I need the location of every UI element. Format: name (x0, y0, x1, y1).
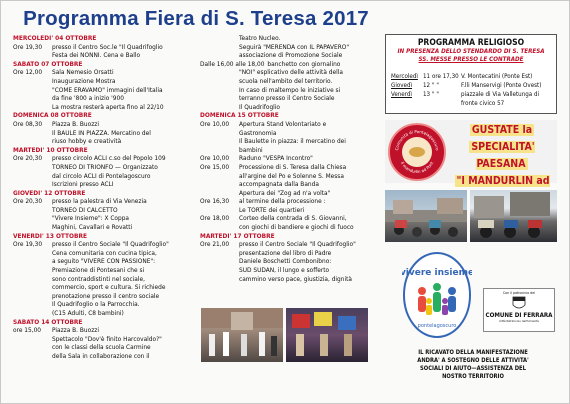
entry-continuation: Festa dei NONNI. Cena e Ballo (52, 51, 141, 60)
entry-description: banchetto con giornalino (267, 59, 341, 68)
entry-continuation: TORNEO DI TRIONFO — Organizzato (52, 162, 158, 171)
entry-time: Ore 19,30 (13, 240, 43, 249)
schedule-date: VENERDI' 13 OTTOBRE (13, 231, 87, 240)
entry-time: Ore 20,30 (13, 197, 43, 206)
entry-description: al termine della processione : (239, 197, 326, 206)
entry-continuation: Apertura dei "Zog ad n'a volta" (239, 188, 331, 197)
entry-continuation: Il BAULE IN PIAZZA. Mercatino del (52, 128, 151, 137)
entry-description: presso la palestra di Via Venezia (52, 197, 147, 206)
svg-text:Il mandurlin ad Pont (400, 160, 435, 174)
entry-continuation: a seguito "VIVERE CON PASSIONE": (52, 257, 156, 266)
entry-continuation: con giochi di bandiere e giochi di fuoco (239, 223, 354, 232)
entry-continuation: Daniele Boschetti Combonibno: (239, 257, 332, 266)
schedule-entry (200, 163, 380, 172)
entry-continuation: TORNEO DI CALCETTO (52, 205, 118, 214)
entry-description: presso il Centro Soc.le "Il Quadrifoglio (52, 42, 163, 51)
entry-continuation: Seguirà "MERENDA con IL PAPAVERO" (239, 42, 350, 51)
entry-continuation: riuso hobby e creatività (52, 137, 122, 146)
entry-time: Ore 18,00 (200, 214, 230, 223)
schedule-date: MARTEDI' 10 OTTOBRE (13, 145, 88, 154)
religious-program-subtitle-2: SS. MESSE PRESSO LE CONTRADE (418, 55, 524, 63)
left-schedule-column (13, 34, 201, 361)
entry-description: Sala Nemesio Orsatti (52, 68, 114, 77)
entry-continuation: scuola nell'ambito del territorio. (239, 76, 333, 85)
comune-name: COMUNE DI FERRARA (485, 312, 553, 319)
flag-parade-photo (286, 308, 368, 362)
entry-time: Ore 08,30 (13, 119, 43, 128)
proceeds-note: IL RICAVATO DELLA MANIFESTAZIONE ANDRA' A SOSTEGNO DELLE ATTIVITA' SOCIALI DI AIUTO—ASSISTENZA DEL NOSTRO TERRITORIO (417, 350, 529, 380)
seal-bottom-text: Il mandurlin ad Pont (399, 160, 435, 175)
schedule-entry (200, 60, 380, 69)
entry-continuation: Premiazione di Pontesani che si (52, 266, 145, 275)
schedule-date: MERCOLEDI' 04 OTTOBRE (13, 34, 97, 42)
entry-continuation: sono contraddistinti nel sociale, (52, 274, 145, 283)
schedule-entry (200, 197, 380, 206)
entry-continuation: Teatro Nucleo. (239, 34, 281, 42)
comune-subtitle: Città Patrimonio dell'Umanità (499, 319, 539, 323)
logo-subtext: pontelagoscuro (417, 323, 457, 329)
entry-description: Piazza B. Buozzi (52, 326, 99, 335)
patronage-label: Con il patrocinio del (502, 291, 536, 295)
schedule-entry (13, 43, 201, 52)
entry-description: Corteo della contrada di S. Giovanni, (239, 214, 347, 223)
page-title: Programma Fiera di S. Teresa 2017 (23, 7, 369, 30)
entry-continuation: "Vivere Insieme": X Coppa (52, 214, 129, 223)
schedule-entry (200, 214, 380, 223)
entry-continuation: bambini (239, 145, 263, 154)
entry-description: Apertura Stand Volontariato e (239, 119, 327, 128)
entry-description: presso il Centro Sociale "Il Quadrifoglio" (239, 240, 356, 249)
procession-photo (201, 308, 283, 362)
entry-continuation: In caso di maltempo le iniziative si (239, 85, 341, 94)
schedule-entry (13, 154, 201, 163)
entry-continuation: presentazione del libro di Padre (239, 248, 332, 257)
entry-continuation: Iscrizioni presso ACLI (52, 180, 114, 189)
biscuit-icon (409, 147, 425, 157)
entry-time: Ore 10,00 (200, 154, 230, 163)
mandurlin-seal (388, 123, 446, 181)
entry-description: Piazza B. Buozzi (52, 119, 99, 128)
entry-description: presso il Centro Sociale "Il Quadrifoglio" (52, 240, 169, 249)
entry-time: Ore 19,30 (13, 42, 43, 51)
religious-row: Mercoledì 11 ore 17,30 V. Montecatini (Ponte Est) (391, 73, 533, 80)
entry-description: Processione di S. Teresa dalla Chiesa (239, 162, 347, 171)
schedule-entry (13, 326, 201, 335)
entry-continuation: Le TORTE dei quartieri (239, 205, 305, 214)
schedule-entry (200, 240, 380, 249)
vespa-scooters-photo (470, 190, 557, 242)
middle-schedule-column (200, 34, 380, 283)
entry-time: Ore 20,30 (13, 154, 43, 163)
entry-continuation: "NOI" esplicativo delle attività della (239, 68, 343, 77)
entry-continuation: cammino verso pace, giustizia, dignità (239, 274, 352, 283)
schedule-date: DOMENICA 08 OTTOBRE (13, 111, 92, 120)
entry-continuation: dal circolo ACLI di Pontelagoscuro (52, 171, 151, 180)
schedule-entry (13, 240, 201, 249)
mandurlin-text: GUSTATE la SPECIALITA' PAESANA "I MANDURLIN ad (449, 122, 555, 207)
religious-row: fronte civico 57 (461, 100, 505, 107)
schedule-date: DOMENICA 15 OTTOBRE (200, 111, 279, 120)
schedule-entry (200, 120, 380, 129)
entry-description: Raduno "VESPA Incontro" (239, 154, 313, 163)
entry-continuation: della Sala in collaborazione con il (52, 351, 150, 360)
religious-program-box (385, 34, 557, 114)
entry-continuation: "COME ERAVAMO" immagini dell'Italia (52, 85, 163, 94)
entry-continuation: accompagnata dalla Banda (239, 180, 319, 189)
entry-description: presso circolo ACLI c.so del Popolo 109 (52, 154, 166, 163)
religious-program-title: PROGRAMMA RELIGIOSO (417, 38, 525, 48)
entry-continuation: Inaugurazione Mostra (52, 76, 116, 85)
entry-time: Ore 15,00 (200, 162, 230, 171)
entry-continuation: Il Quadrifoglio (239, 102, 281, 111)
entry-continuation: associazione di Promozione Sociale (239, 51, 343, 60)
entry-time: Dalle 16,00 alle 18,00 (200, 59, 265, 68)
religious-row: Venerdì 13 " " piazzale di Via Valletunga di (391, 91, 540, 98)
entry-continuation: all'argine del Po e Solenne S. Messa (239, 171, 344, 180)
entry-time: Ore 12,00 (13, 68, 43, 77)
schedule-entry (13, 68, 201, 77)
religious-row: Giovedì 12 " " F.lli Manservigi (Ponte Ovest) (391, 82, 542, 89)
entry-time: Ore 16,30 (200, 197, 230, 206)
schedule-entry (200, 154, 380, 163)
schedule-entry (13, 120, 201, 129)
entry-continuation: commercio, sport e cultura. Si richiede (52, 283, 166, 292)
entry-continuation: Gastronomia (239, 128, 277, 137)
entry-continuation: prenotazione presso il centro sociale (52, 291, 160, 300)
entry-continuation: Cena comunitaria con cucina tipica, (52, 248, 157, 257)
seal-top-text: Comunità di Pontelagoscuro (394, 128, 440, 151)
vivere-insieme-logo (402, 251, 472, 339)
mandurlin-badge (385, 120, 557, 187)
entry-continuation: Il Quadrifoglio o la Parrocchia. (52, 300, 140, 309)
schedule-date: MARTEDI' 17 OTTOBRE (200, 231, 275, 240)
logo-text: vivere insieme (402, 268, 472, 278)
comune-ferrara-box (483, 288, 555, 332)
entry-continuation: da fine '800 a inizio '900 (52, 94, 124, 103)
entry-continuation: La mostra resterà aperta fino al 22/10 (52, 102, 164, 111)
entry-time: Ore 21,00 (200, 240, 230, 249)
entry-continuation: con le classi della scuola Carmine (52, 343, 151, 352)
entry-time: Ore 10,00 (200, 119, 230, 128)
religious-program-subtitle: IN PRESENZA DELLO STENDARDO DI S. TERESA (397, 48, 545, 55)
entry-continuation: SUD SUDAN, il lungo e sofferto (239, 266, 330, 275)
entry-continuation: terranno presso il Centro Sociale (239, 94, 335, 103)
entry-time: ore 15,00 (13, 326, 42, 335)
entry-continuation: Spettacolo "Dov'è finito Harcovaldo?" (52, 334, 162, 343)
entry-continuation: Maghini, Cavallari e Rovatti (52, 223, 133, 232)
entry-continuation: (C15 Adulti, C8 bambini) (52, 309, 124, 317)
schedule-date: SABATO 07 OTTOBRE (13, 59, 83, 68)
schedule-entry (13, 197, 201, 206)
schedule-date: GIOVEDI' 12 OTTOBRE (13, 188, 86, 197)
schedule-date: SABATO 14 OTTOBRE (13, 317, 83, 326)
vespa-rally-photo (385, 190, 467, 242)
entry-continuation: Il Baulette in piazza: il mercatino dei (239, 137, 346, 146)
